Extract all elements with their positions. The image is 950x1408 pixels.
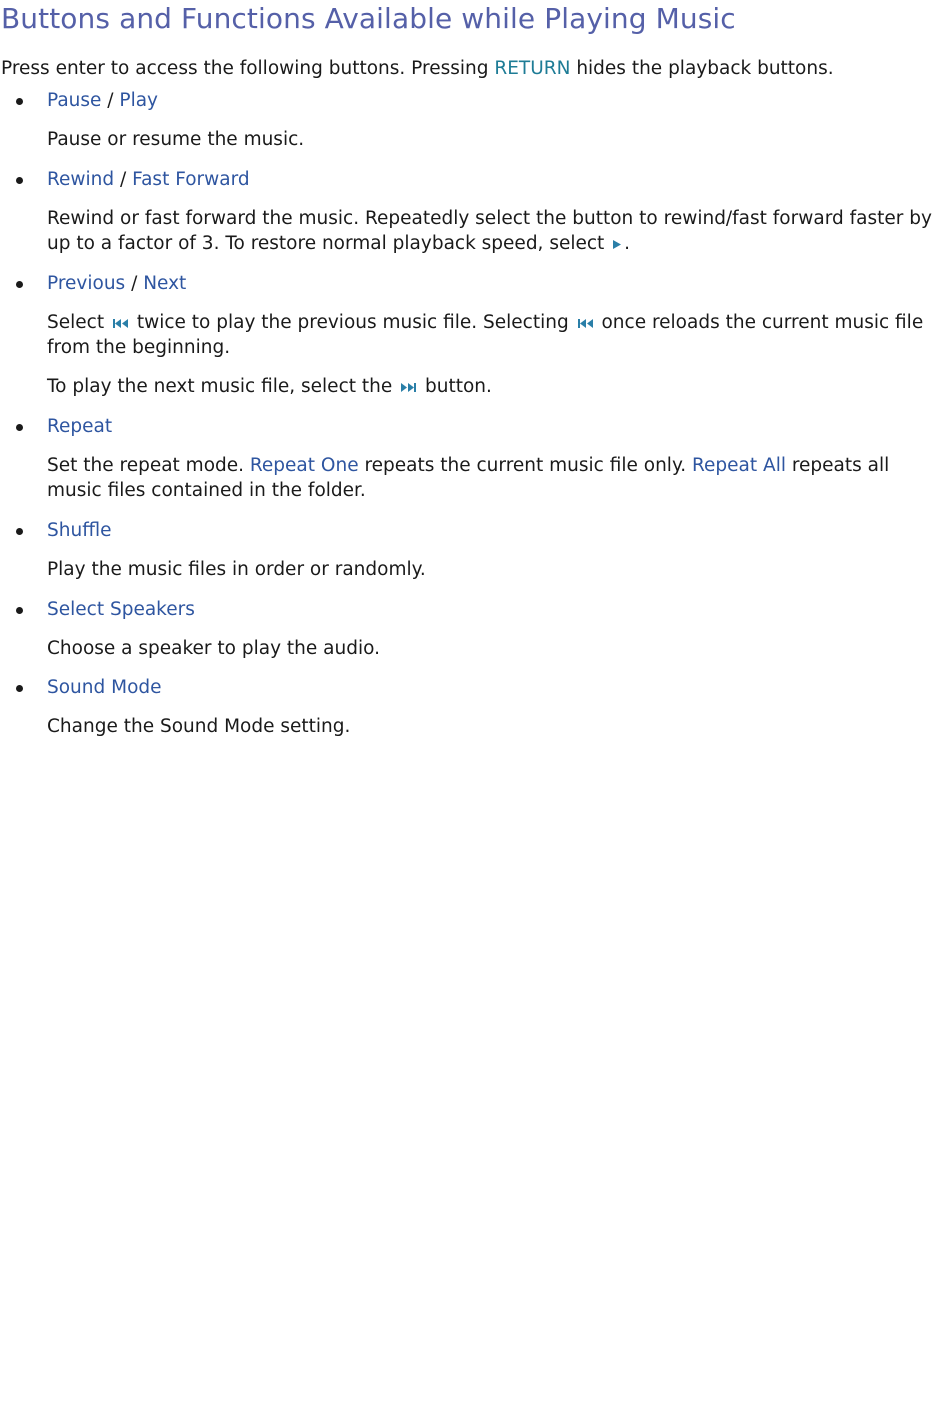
desc-text: button. [419,376,492,397]
desc-text: once reloads the current music file from the beginning. [47,312,924,358]
item-label-rewind-ff [47,168,250,192]
bullet [16,424,23,431]
item-description [47,206,932,256]
desc-text: repeats the current music file only. [358,455,693,476]
bullet [16,98,23,105]
desc-text: Select [47,312,110,333]
label-separator: / [101,90,120,111]
bullet [16,685,23,692]
next-label: Next [143,273,187,294]
return-keyword: RETURN [494,58,571,79]
skip-next-icon [400,382,417,396]
item-description [47,310,932,360]
label-separator: / [125,273,144,294]
item-description: Change the Sound Mode setting. [47,716,351,737]
item-description [47,453,932,503]
item-description: Choose a speaker to play the audio. [47,638,380,659]
intro-suffix: hides the playback buttons. [570,58,834,79]
item-label-repeat: Repeat [47,416,113,437]
item-label-shuffle: Shuffle [47,520,112,541]
item-label-sound-mode: Sound Mode [47,677,162,698]
desc-text: . [624,233,631,254]
play-label: Play [119,90,159,111]
bullet [16,177,23,184]
desc-text: Rewind or fast forward the music. Repeatedly select the button to rewind/fast forward faster by up to a factor of 3. To restore normal playback speed, select [47,208,932,254]
intro-text [1,57,834,81]
skip-previous-icon [112,318,129,332]
item-label-previous-next [47,272,186,296]
item-description: Play the music files in order or randomly. [47,559,426,580]
fast-forward-label: Fast Forward [132,169,250,190]
label-separator: / [114,169,133,190]
item-description [47,374,932,399]
desc-text: twice to play the previous music file. Selecting [130,312,575,333]
play-icon [612,239,622,253]
item-label-select-speakers: Select Speakers [47,599,195,620]
rewind-label: Rewind [47,169,115,190]
desc-text: repeats all music files contained in the folder. [47,455,890,501]
bullet [16,281,23,288]
desc-text: To play the next music file, select the [47,376,399,397]
previous-label: Previous [47,273,126,294]
repeat-all-keyword: Repeat All [692,455,786,476]
item-label-pause-play [47,89,158,113]
desc-text: Set the repeat mode. [47,455,250,476]
page-title: Buttons and Functions Available while Playing Music [1,2,736,35]
bullet [16,607,23,614]
item-description: Pause or resume the music. [47,129,305,150]
bullet [16,528,23,535]
skip-previous-icon [577,318,594,332]
intro-prefix: Press enter to access the following buttons. Pressing [1,58,495,79]
pause-label: Pause [47,90,102,111]
repeat-one-keyword: Repeat One [249,455,359,476]
